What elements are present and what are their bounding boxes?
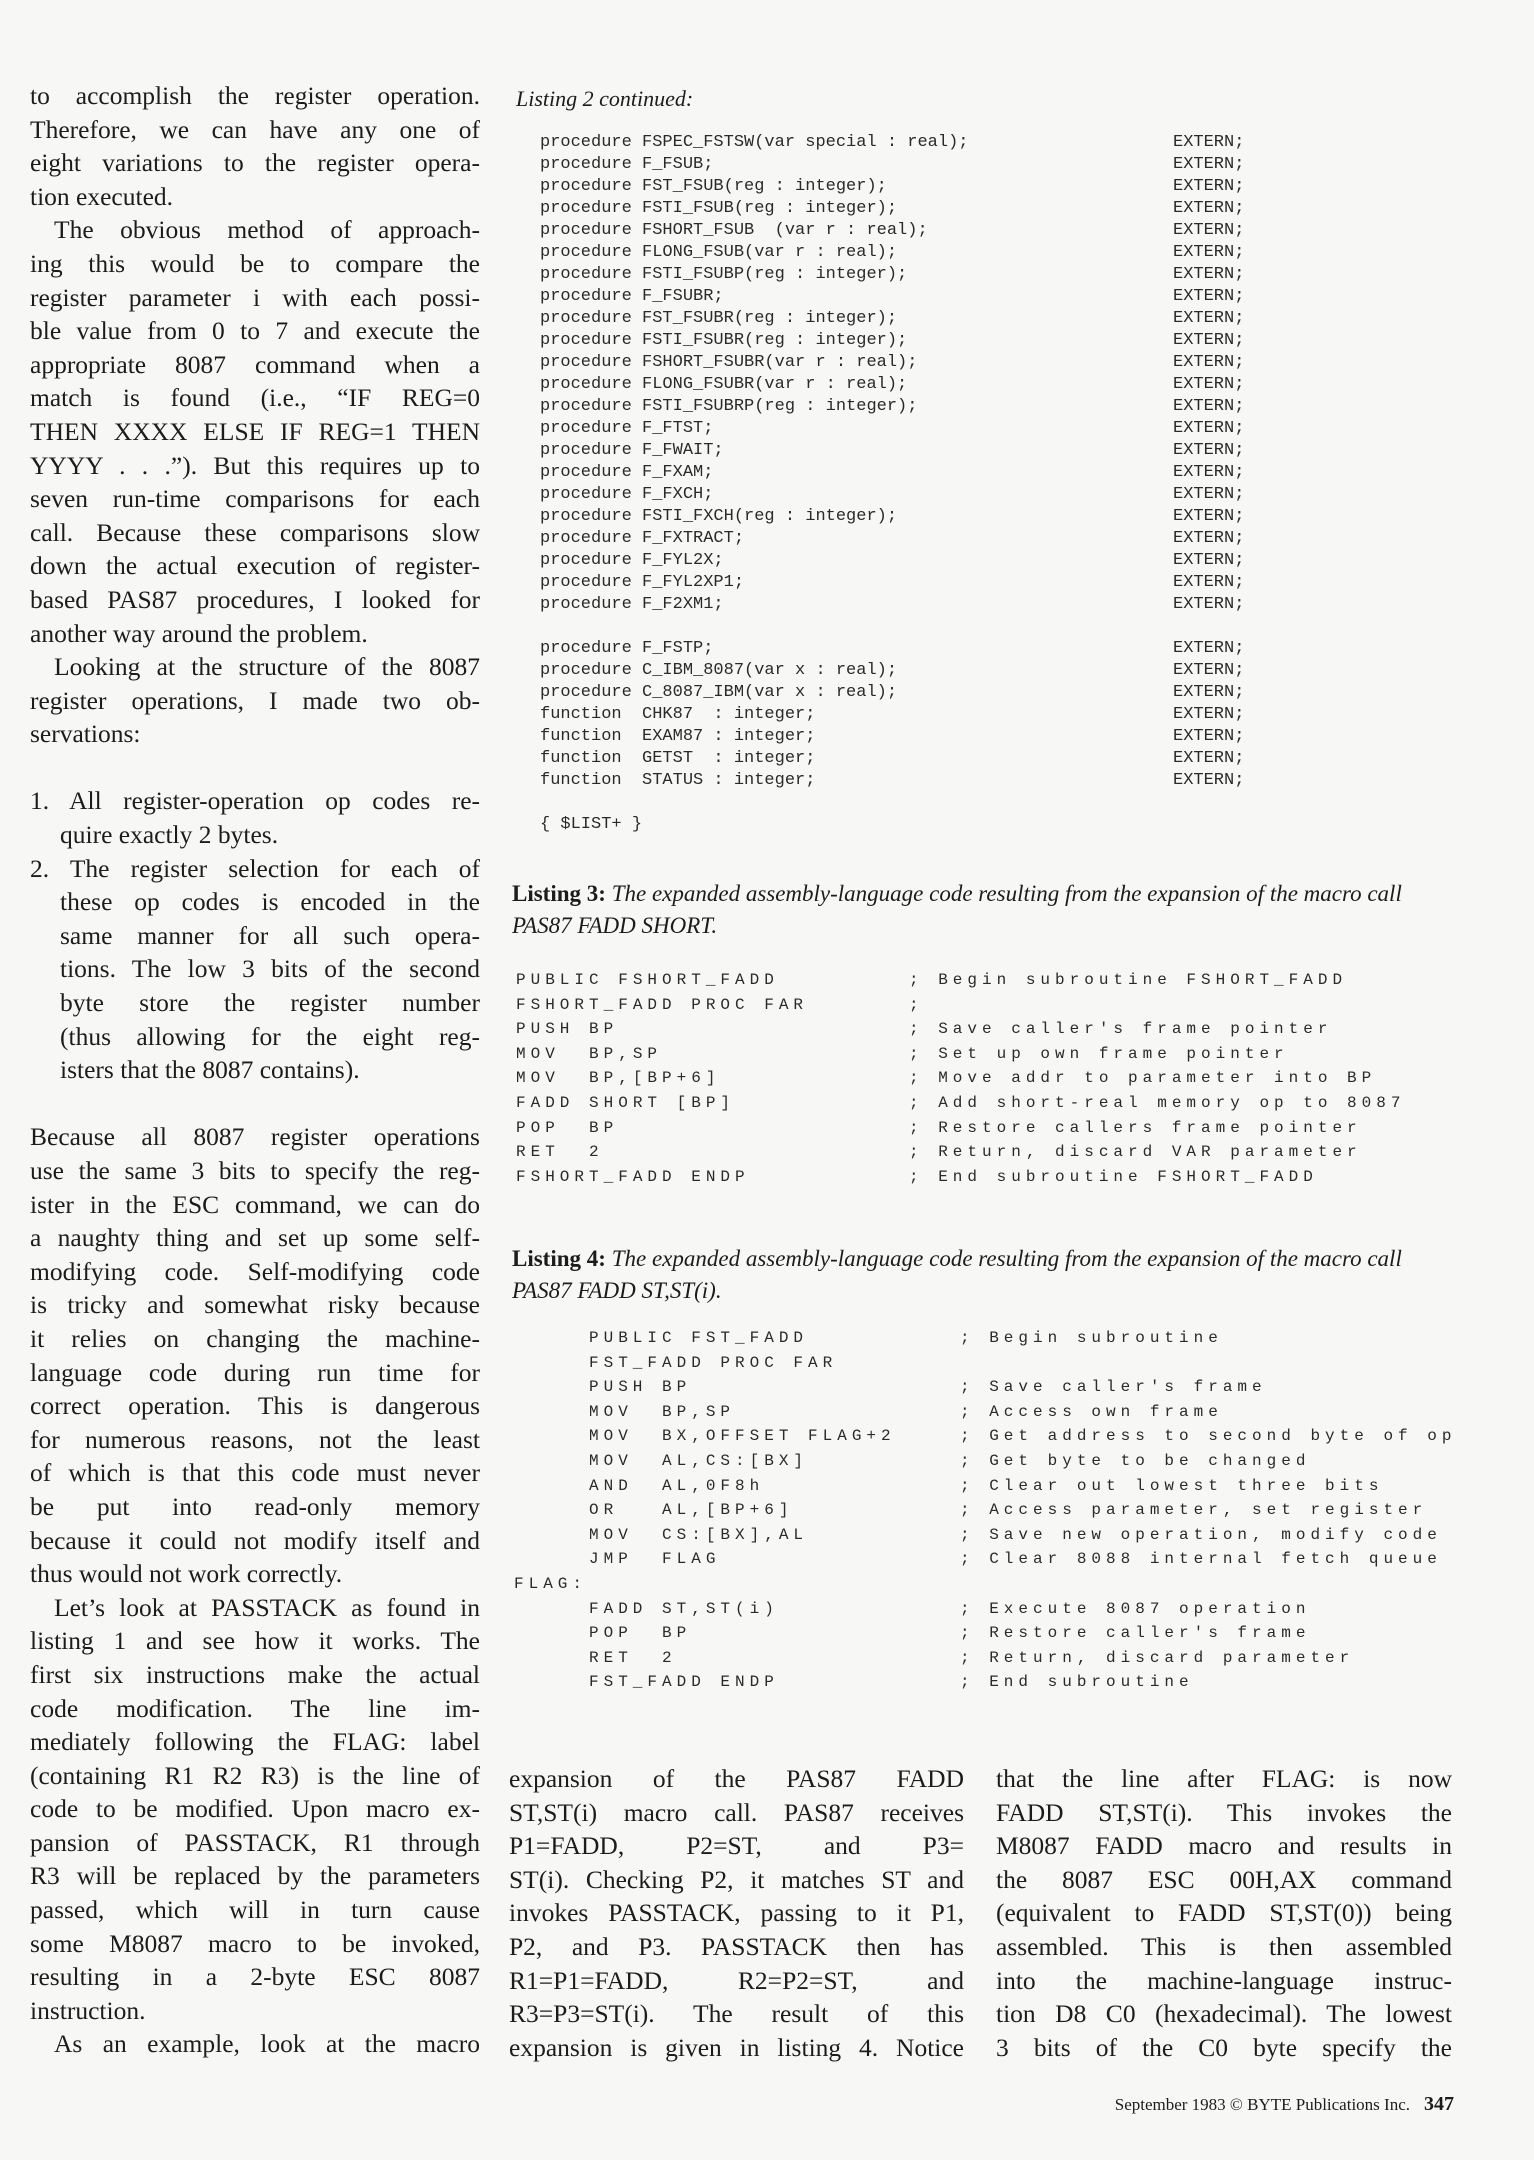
code-declaration: procedure FLONG_FSUBR(var r : real); (540, 375, 908, 394)
asm-label: FLAG: (514, 1574, 588, 1593)
code-line (540, 528, 1245, 550)
asm-instruction: FSHORT_FADD ENDP (516, 1167, 750, 1186)
code-extern: EXTERN; (1173, 221, 1245, 240)
asm-comment: ; Save new operation, modify code (960, 1525, 1442, 1544)
asm-instruction: MOV AL,CS:[BX] (589, 1451, 809, 1470)
asm-comment: ; (909, 995, 924, 1014)
asm-comment: ; End subroutine (960, 1673, 1194, 1692)
code-extern: EXTERN; (1173, 419, 1245, 438)
code-line (540, 726, 1245, 748)
asm-comment: ; Clear 8088 internal fetch queue (960, 1550, 1442, 1569)
code-extern: EXTERN; (1173, 683, 1245, 702)
code-extern: EXTERN; (1173, 639, 1245, 658)
code-declaration: procedure F_F2XM1; (540, 595, 724, 614)
code-extern: EXTERN; (1173, 661, 1245, 680)
text-line: code to be modified. Upon macro ex- (30, 1794, 480, 1824)
text-line: P1=FADD, P2=ST, and P3= (509, 1831, 964, 1861)
asm-instruction: FST_FADD ENDP (589, 1673, 779, 1692)
page-number: 347 (1424, 2093, 1454, 2115)
code-declaration: procedure F_FYL2XP1; (540, 573, 745, 592)
asm-instruction: MOV BP,SP (589, 1402, 736, 1421)
code-line (540, 594, 1245, 616)
text-line: expansion is given in listing 4. Notice (509, 2032, 964, 2062)
text-line: first six instructions make the actual (30, 1659, 480, 1689)
code-declaration: procedure FSPEC_FSTSW(var special : real); (540, 133, 969, 152)
code-line (540, 374, 1245, 396)
code-line (540, 286, 1245, 308)
code-extern: EXTERN; (1173, 507, 1245, 526)
code-declaration: procedure FSTI_FSUB(reg : integer); (540, 199, 898, 218)
code-line (540, 682, 1245, 704)
text-line: a naughty thing and set up some self- (30, 1223, 480, 1253)
code-line (540, 198, 1245, 220)
code-line (540, 352, 1245, 374)
code-extern: EXTERN; (1173, 133, 1245, 152)
code-line (516, 1116, 1362, 1141)
code-extern: EXTERN; (1173, 265, 1245, 284)
text-line: down the actual execution of register- (30, 551, 480, 581)
code-declaration: procedure F_FSUBR; (540, 287, 724, 306)
asm-comment: ; Access own frame (960, 1402, 1223, 1421)
code-extern: EXTERN; (1173, 441, 1245, 460)
code-line (540, 572, 1245, 594)
asm-comment: ; Save caller's frame pointer (909, 1020, 1333, 1039)
asm-comment: ; End subroutine FSHORT_FADD (909, 1167, 1318, 1186)
asm-comment: ; Access parameter, set register (960, 1501, 1428, 1520)
text-line: register parameter i with each possi- (30, 282, 480, 312)
code-extern: EXTERN; (1173, 463, 1245, 482)
text-line: for numerous reasons, not the least (30, 1424, 480, 1454)
code-extern: EXTERN; (1173, 771, 1245, 790)
code-line (516, 1165, 1318, 1190)
text-line: tions. The low 3 bits of the second (60, 954, 480, 984)
code-declaration: procedure FST_FSUB(reg : integer); (540, 177, 887, 196)
code-declaration: procedure FSTI_FXCH(reg : integer); (540, 507, 898, 526)
code-line (516, 993, 924, 1018)
code-extern: EXTERN; (1173, 177, 1245, 196)
text-line: it relies on changing the machine- (30, 1323, 480, 1353)
code-declaration: procedure F_FXCH; (540, 485, 714, 504)
text-line: Therefore, we can have any one of (30, 114, 480, 144)
text-line: isters that the 8087 contains). (60, 1055, 360, 1085)
asm-instruction: FST_FADD PROC FAR (589, 1353, 838, 1372)
asm-comment: ; Save caller's frame (960, 1378, 1267, 1397)
code-line (540, 748, 1245, 770)
text-line: 3 bits of the C0 byte specify the (996, 2032, 1452, 2062)
text-line: because it could not modify itself and (30, 1525, 480, 1555)
code-extern: EXTERN; (1173, 331, 1245, 350)
text-line: ST,ST(i) macro call. PAS87 receives (509, 1797, 964, 1827)
asm-comment: ; Get address to second byte of op (960, 1427, 1457, 1446)
text-line: to accomplish the register operation. (30, 81, 480, 110)
code-line (540, 264, 1245, 286)
code-declaration: procedure F_FSUB; (540, 155, 714, 174)
code-declaration: function STATUS : integer; (540, 771, 816, 790)
text-line: listing 1 and see how it works. The (30, 1626, 480, 1656)
text-line: (equivalent to FADD ST,ST(0)) being (996, 1898, 1452, 1928)
code-line (540, 462, 1245, 484)
text-line: ing this would be to compare the (30, 248, 480, 278)
code-line (516, 1066, 1377, 1091)
text-line: tion executed. (30, 181, 174, 211)
text-line: resulting in a 2-byte ESC 8087 (30, 1962, 480, 1992)
text-line: register operations, I made two ob- (30, 685, 480, 715)
code-extern: EXTERN; (1173, 375, 1245, 394)
text-line: YYYY . . .”). But this requires up to (30, 450, 480, 480)
text-line: another way around the problem. (30, 618, 368, 648)
code-line (540, 440, 1245, 462)
body-column-right (996, 1762, 1452, 2064)
asm-instruction: PUBLIC FST_FADD (589, 1329, 809, 1347)
code-extern: EXTERN; (1173, 199, 1245, 218)
text-line: some M8087 macro to be invoked, (30, 1928, 480, 1958)
asm-instruction: MOV CS:[BX],AL (589, 1525, 809, 1544)
code-extern: EXTERN; (1173, 705, 1245, 724)
code-line (540, 506, 1245, 528)
code-declaration: function GETST : integer; (540, 749, 816, 768)
text-line: correct operation. This is dangerous (30, 1391, 480, 1421)
code-line (540, 770, 1245, 792)
code-declaration: procedure F_FWAIT; (540, 441, 724, 460)
text-line: modifying code. Self-modifying code (30, 1256, 480, 1286)
asm-instruction: PUSH BP (589, 1378, 692, 1397)
text-line: Let’s look at PASSTACK as found in (54, 1592, 480, 1622)
code-declaration: procedure F_FXAM; (540, 463, 714, 482)
code-declaration: procedure F_FTST; (540, 419, 714, 438)
asm-comment: ; Restore callers frame pointer (909, 1118, 1362, 1137)
text-line: M8087 FADD macro and results in (996, 1831, 1452, 1861)
text-line: R3=P3=ST(i). The result of this (509, 1999, 964, 2029)
listing2-code (540, 132, 1245, 836)
code-line (540, 220, 1245, 242)
body-paragraphs (30, 1120, 480, 2061)
code-line (540, 154, 1245, 176)
code-line (540, 176, 1245, 198)
footer-credit: September 1983 © BYTE Publications Inc. (1114, 2095, 1410, 2114)
asm-instruction: RET 2 (589, 1648, 677, 1667)
code-line (516, 1017, 1333, 1042)
text-line: invokes PASSTACK, passing to it P1, (509, 1898, 964, 1928)
asm-comment: ; Begin subroutine (960, 1329, 1223, 1347)
asm-instruction: OR AL,[BP+6] (589, 1501, 794, 1520)
asm-instruction: POP BP (589, 1624, 692, 1643)
listing4-label: Listing 4: (512, 1246, 606, 1271)
asm-instruction: PUBLIC FSHORT_FADD (516, 971, 779, 989)
listing4-caption (512, 1243, 1457, 1307)
body-column-left (30, 79, 480, 2061)
code-line (516, 1042, 1289, 1067)
text-line: call. Because these comparisons slow (30, 517, 480, 547)
text-line: (thus allowing for the eight reg- (60, 1021, 480, 1051)
asm-instruction: PUSH BP (516, 1020, 619, 1039)
text-line: ister in the ESC command, we can do (30, 1189, 480, 1219)
body-column-middle (509, 1762, 964, 2064)
text-line: R3 will be replaced by the parameters (30, 1861, 480, 1891)
text-line: Because all 8087 register operations (30, 1122, 480, 1152)
text-line: ST(i). Checking P2, it matches ST and (509, 1864, 964, 1894)
code-declaration: function CHK87 : integer; (540, 705, 816, 724)
asm-instruction: MOV BP,SP (516, 1044, 663, 1063)
text-line: eight variations to the register opera- (30, 148, 480, 178)
code-declaration: procedure C_8087_IBM(var x : real); (540, 683, 898, 702)
code-declaration: procedure FSHORT_FSUBR(var r : real); (540, 353, 918, 372)
code-declaration: { $LIST+ } (540, 815, 643, 834)
text-line: the 8087 ESC 00H,AX command (996, 1864, 1452, 1894)
code-extern: EXTERN; (1173, 485, 1245, 504)
text-line: 2. The register selection for each of (30, 853, 480, 883)
code-line (516, 1091, 1406, 1116)
code-line (540, 550, 1245, 572)
code-extern: EXTERN; (1173, 155, 1245, 174)
code-extern: EXTERN; (1173, 573, 1245, 592)
code-declaration: procedure F_FXTRACT; (540, 529, 745, 548)
body-paragraphs (30, 79, 480, 751)
listing2-title: Listing 2 continued: (516, 86, 694, 111)
text-line: THEN XXXX ELSE IF REG=1 THEN (30, 416, 480, 446)
text-line: appropriate 8087 command when a (30, 349, 480, 379)
code-line (540, 396, 1245, 418)
text-line: be put into read-only memory (30, 1491, 480, 1521)
text-line: ble value from 0 to 7 and execute the (30, 316, 480, 346)
listing4-caption-text: The expanded assembly-language code resulting from the expansion of the macro call PAS87 FADD ST,ST(i). (512, 1246, 1402, 1303)
text-line: (containing R1 R2 R3) is the line of (30, 1760, 480, 1790)
code-line (540, 330, 1245, 352)
code-line (540, 638, 1245, 660)
text-line: pansion of PASSTACK, R1 through (30, 1827, 480, 1857)
text-line: seven run-time comparisons for each (30, 484, 480, 514)
asm-instruction: RET 2 (516, 1143, 604, 1162)
text-line: FADD ST,ST(i). This invokes the (996, 1797, 1452, 1827)
text-line: same manner for all such opera- (60, 920, 480, 950)
code-extern: EXTERN; (1173, 397, 1245, 416)
asm-comment: ; Restore caller's frame (960, 1624, 1311, 1643)
asm-instruction: JMP FLAG (589, 1550, 721, 1569)
text-line: thus would not work correctly. (30, 1559, 343, 1589)
text-line: language code during run time for (30, 1357, 480, 1387)
text-line: expansion of the PAS87 FADD (509, 1764, 964, 1793)
code-declaration: procedure FSTI_FSUBRP(reg : integer); (540, 397, 918, 416)
code-extern: EXTERN; (1173, 529, 1245, 548)
asm-comment: ; Return, discard parameter (960, 1648, 1355, 1667)
text-line: based PAS87 procedures, I looked for (30, 584, 480, 614)
code-extern: EXTERN; (1173, 309, 1245, 328)
code-extern: EXTERN; (1173, 287, 1245, 306)
text-line: mediately following the FLAG: label (30, 1727, 480, 1757)
asm-comment: ; Add short-real memory op to 8087 (909, 1093, 1406, 1112)
code-line (540, 484, 1245, 506)
code-extern: EXTERN; (1173, 353, 1245, 372)
asm-instruction: AND AL,0F8h (589, 1476, 765, 1495)
text-line: servations: (30, 719, 141, 749)
asm-comment: ; Clear out lowest three bits (960, 1476, 1384, 1495)
text-line: match is found (i.e., “IF REG=0 (30, 383, 480, 413)
text-line: tion D8 C0 (hexadecimal). The lowest (996, 1999, 1452, 2029)
text-line: these op codes is encoded in the (60, 887, 480, 917)
code-extern: EXTERN; (1173, 243, 1245, 262)
text-line: use the same 3 bits to specify the reg- (30, 1156, 480, 1185)
asm-instruction: FADD ST,ST(i) (589, 1599, 779, 1618)
code-line (540, 792, 968, 814)
code-extern: EXTERN; (1173, 595, 1245, 614)
code-declaration: procedure F_FYL2X; (540, 551, 724, 570)
text-line: assembled. This is then assembled (996, 1931, 1452, 1961)
asm-instruction: MOV BX,OFFSET FLAG+2 (589, 1427, 896, 1446)
code-line (516, 1140, 1362, 1165)
asm-comment: ; Move addr to parameter into BP (909, 1069, 1377, 1088)
code-line (540, 660, 1245, 682)
asm-comment: ; Return, discard VAR parameter (909, 1143, 1362, 1162)
text-line: quire exactly 2 bytes. (60, 820, 279, 850)
text-line: 1. All register-operation op codes re- (30, 786, 480, 816)
code-line (540, 616, 968, 638)
text-line: into the machine-language instruc- (996, 1965, 1452, 1995)
asm-comment: ; Get byte to be changed (960, 1451, 1311, 1470)
asm-comment: ; Execute 8087 operation (960, 1599, 1311, 1618)
text-line: The obvious method of approach- (54, 215, 480, 245)
code-extern: EXTERN; (1173, 749, 1245, 768)
code-extern: EXTERN; (1173, 551, 1245, 570)
code-declaration: procedure FSTI_FSUBR(reg : integer); (540, 331, 908, 350)
text-line: byte store the register number (60, 988, 480, 1018)
code-line (540, 132, 1245, 154)
listing3-label: Listing 3: (512, 881, 606, 906)
text-line: is tricky and somewhat risky because (30, 1290, 480, 1320)
code-line (540, 704, 1245, 726)
asm-instruction: FSHORT_FADD PROC FAR (516, 995, 809, 1014)
listing3-caption-text: The expanded assembly-language code resulting from the expansion of the macro call PAS87 FADD SHORT. (512, 881, 1402, 938)
code-declaration: procedure FST_FSUBR(reg : integer); (540, 309, 898, 328)
text-line: Looking at the structure of the 8087 (54, 652, 480, 682)
asm-comment: ; Begin subroutine FSHORT_FADD (909, 971, 1348, 989)
code-declaration: procedure FSHORT_FSUB (var r : real); (540, 221, 928, 240)
text-line: of which is that this code must never (30, 1458, 480, 1488)
code-line (540, 242, 1245, 264)
text-line: P2, and P3. PASSTACK then has (509, 1931, 964, 1961)
asm-instruction: FADD SHORT [BP] (516, 1093, 736, 1112)
code-line (540, 308, 1245, 330)
text-line: that the line after FLAG: is now (996, 1764, 1452, 1793)
code-declaration: procedure F_FSTP; (540, 639, 714, 658)
text-line: code modification. The line im- (30, 1693, 480, 1723)
code-declaration: procedure FLONG_FSUB(var r : real); (540, 243, 898, 262)
code-extern: EXTERN; (1173, 727, 1245, 746)
listing3-code (516, 968, 1406, 1189)
text-line: R1=P1=FADD, R2=P2=ST, and (509, 1965, 964, 1995)
code-line (540, 814, 968, 836)
text-line: As an example, look at the macro (54, 2029, 480, 2059)
code-declaration: function EXAM87 : integer; (540, 727, 816, 746)
observations-list (30, 784, 480, 1086)
text-line: passed, which will in turn cause (30, 1895, 480, 1925)
page-footer (1115, 2093, 1454, 2116)
asm-comment: ; Set up own frame pointer (909, 1044, 1289, 1063)
code-line (540, 418, 1245, 440)
asm-instruction: POP BP (516, 1118, 619, 1137)
listing3-caption (512, 878, 1457, 942)
code-declaration: procedure C_IBM_8087(var x : real); (540, 661, 898, 680)
code-line (516, 968, 1348, 993)
text-line: instruction. (30, 1995, 146, 2025)
asm-instruction: MOV BP,[BP+6] (516, 1069, 721, 1088)
code-declaration: procedure FSTI_FSUBP(reg : integer); (540, 265, 908, 284)
